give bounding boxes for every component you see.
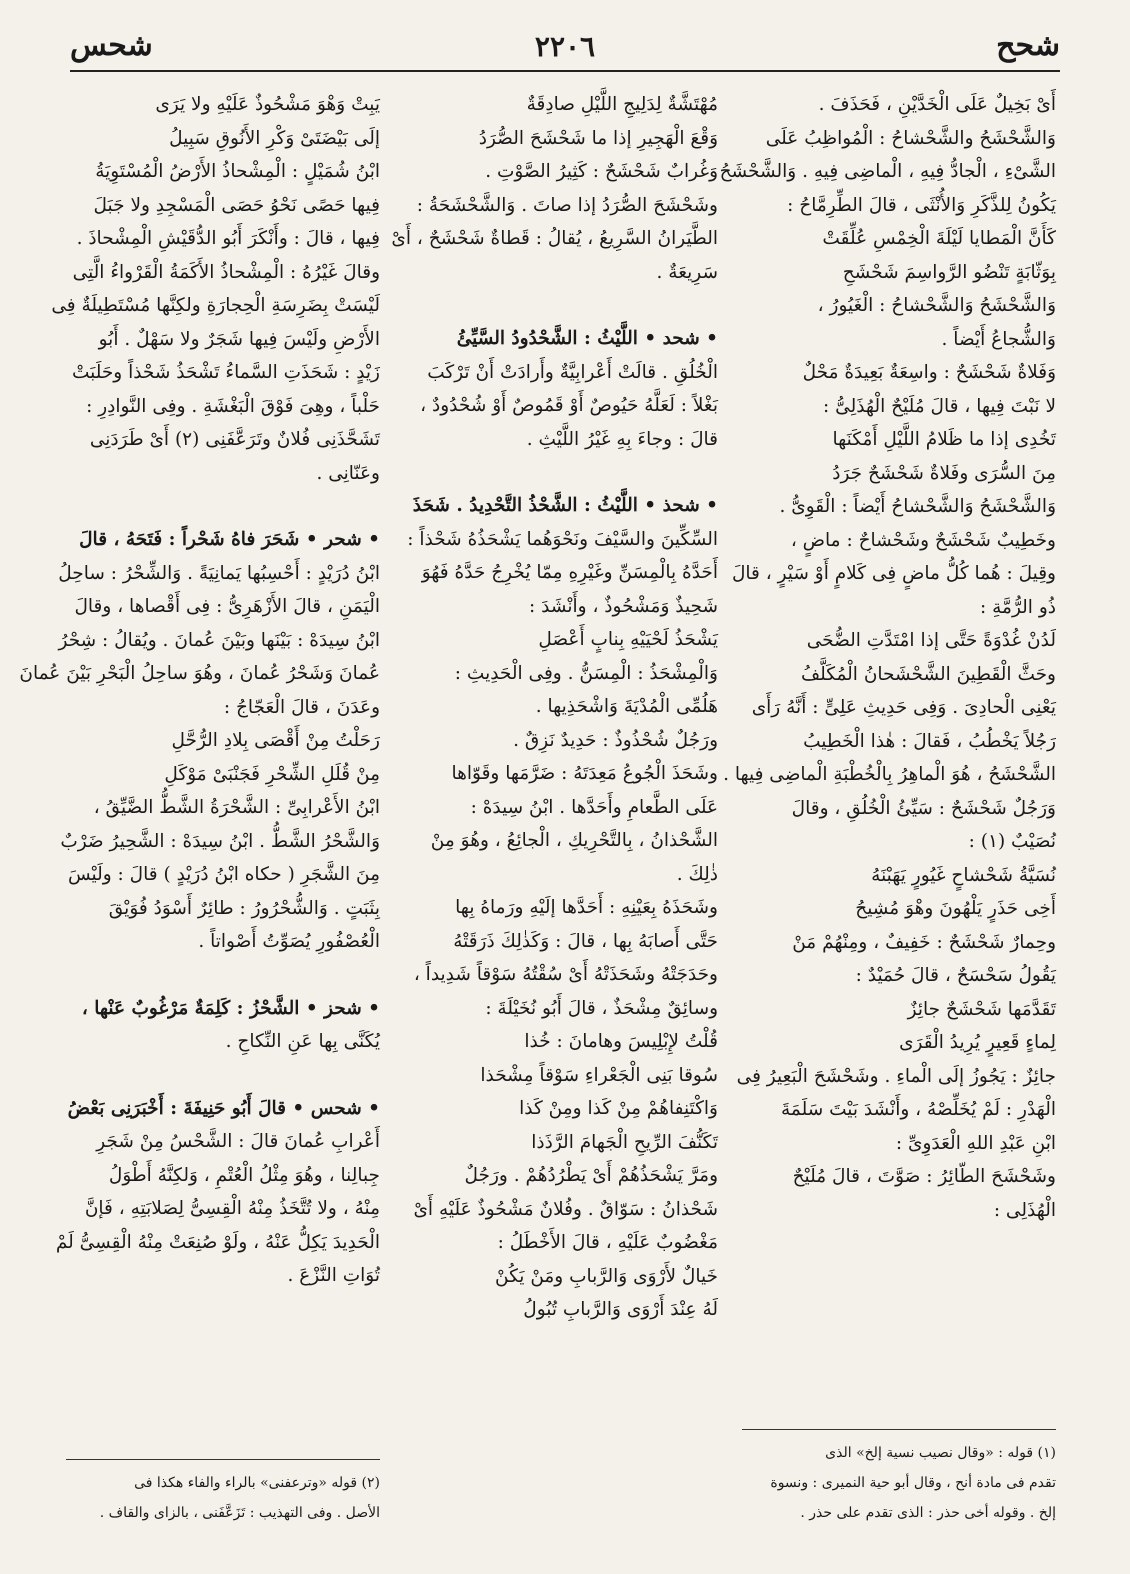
text-line: ومَرَّ يَشْحَذُهُمْ أَىْ يَطْرُدُهُمْ . ورَجُلٌ	[464, 1165, 718, 1186]
text-line: الأَرْضِ ولَيْسَ فِيها شَجَرٌ ولا سَهْلٌ . أَبُو	[98, 328, 380, 350]
text-line: رَحَلْتُ مِنْ أَقْصَى بِلادِ الرُّحَّلِ	[171, 730, 380, 751]
text-line: وقِيلَ : هُما كُلُّ ماضٍ فِى كَلامٍ أَوْ سَيْرٍ ، قالَ	[731, 563, 1056, 584]
footnote-line: الأصل . وفى التهذيب : تَزَعَّفَنى ، بالزاى والقاف .	[99, 1505, 380, 1521]
text-line: يَكُونُ لِلذَّكَرِ وَالأُنْثَى ، قالَ الطِّرِمَّاحُ :	[787, 194, 1056, 216]
text-line: ابْنُ دُرَيْدٍ : أَحْسِبُها يَمانِيَةً . وَالشِّحْرُ : ساحِلُ	[58, 562, 380, 584]
text-line: ورَجُلٌ شُحْذُوذٌ : حَدِيدٌ نَزِقٌ .	[513, 729, 718, 751]
text-columns	[19, 88, 1060, 1528]
text-line: خَيالٌ لأَرْوَى وَالرَّبابِ ومَنْ يَكُنْ	[494, 1265, 718, 1287]
text-line: السِّكِّينَ والسَّيْفَ ونَحْوَهُما يَشْحَذُهُ شَحْذاً :	[407, 528, 718, 550]
text-line: أَعْرابِ عُمانَ قالَ : الشَّحْسُ مِنْ شَجَرِ	[96, 1131, 380, 1152]
text-line: عَلَى الطَّعامِ وأَحَدَّها . ابْنُ سِيدَهْ :	[470, 796, 718, 818]
text-line: ذُو الرُّمَّةِ :	[980, 596, 1056, 618]
footnote-line: (١) قوله : «وقال نصيب نسية إلخ» الذى	[825, 1445, 1056, 1461]
text-line: سَرِيعَةٌ .	[656, 261, 718, 283]
text-line: نُصَيْبٌ (١) :	[968, 831, 1056, 852]
footnotes	[742, 1429, 1056, 1528]
text-line: وحَثَّ الْقَطِينَ الشَّحْشَحانُ الْمُكَلَّفُ	[800, 663, 1056, 685]
text-line: جائِزٌ : يَجُوزُ إلَى الْماءِ . وشَحْشَحَ الْبَعِيرُ فِى	[736, 1065, 1056, 1087]
text-line: • شحذ • اللَّيْثُ : الشَّحْذُ التَّحْدِيدُ . شَحَذَ	[412, 495, 718, 516]
text-line: لا نَبْتَ فِيها ، قالَ مُلَيْحٌ الْهُذَلِىُّ :	[823, 395, 1056, 417]
text-line: نُسَيَّةُ شَحْشاحٍ غَيُورٍ يَهَبْنَهُ	[871, 864, 1056, 886]
text-line: أَخِى حَذَرٍ يَلْهُونَ وهْوَ مُشِيحُ	[855, 898, 1056, 919]
text-line: مِنْهُ ، ولا تُتَّخَذُ مِنْهُ الْقِسِىُّ لِصَلابَتِهِ ، فَإنَّ	[84, 1198, 380, 1219]
text-line: لِماءٍ قَعِيرٍ يُرِيدُ الْقَرَى	[899, 1032, 1056, 1053]
footnote-line: تقدم فى مادة أنح ، وقال أبو حية النميرى : ونسوة	[770, 1475, 1056, 1491]
page-header	[70, 22, 1060, 72]
text-line: وَاكْتَنِفاهُمْ مِنْ كَذا ومِنْ كَذا	[519, 1098, 718, 1119]
text-line: تَشَحَّذَنِى فُلانٌ وتَرَعَّفَنِى (٢) أَىْ طَرَدَنِى	[89, 429, 380, 450]
text-line: إلَى بَيْضَتَىْ وَكْرِ الأَنُوقِ سَبِيلُ	[169, 127, 380, 149]
text-line: وشَحَذَ الْجُوعُ مَعِدَتَهُ : ضَرَّمَها وقَوّاها	[451, 763, 718, 784]
text-line: تَكَنُّفَ الرِّيحِ الْجَهامَ الرَّذَذا	[531, 1131, 718, 1153]
text-line: وقالَ غَيْرُهُ : الْمِشْحاذُ الأَكَمَةُ الْقَرْواءُ الَّتِى	[72, 261, 380, 283]
text-line: هَلُمِّى الْمُدْيَةَ وَاشْحَذِيها .	[535, 696, 718, 717]
text-line: وَالشَّحْشَحُ وَالشَّحْشاحُ أَيْضاً : الْقَوِىُّ .	[779, 496, 1056, 517]
text-line: وَالشَّحْشَحُ والشَّحْشاحُ : الْمُواظِبُ عَلَى	[765, 127, 1056, 149]
text-line: وعَدَنَ ، قالَ الْعَجّاجُ :	[223, 696, 380, 718]
text-line: وخَطِيبٌ شَحْشَحٌ وشَحْشاحٌ : ماضٍ ،	[790, 529, 1056, 551]
text-line: فِيها حَصًى نَحْوُ حَصَى الْمَسْجِدِ ولا جَبَلَ	[93, 194, 380, 216]
text-line: تَقَدَّمَها شَحْشَحٌ جائِزٌ	[907, 998, 1056, 1020]
header-root-word-start: شحح	[996, 28, 1060, 63]
text-line: • شحد • اللَّيْثُ : الشَّحْدُودُ السَّيِّئُ	[456, 328, 718, 349]
text-line: سُوقا بَنِى الْجَعْراءِ سَوْقاً مِشْحَذا	[480, 1064, 718, 1086]
text-line: مِنْ قُلَلِ الشِّحْرِ فَجَنْبَىْ مَوْكَلِ	[164, 763, 380, 785]
text-line: الْعُصْفُورِ يُصَوِّتُ أَصْواتاً .	[198, 931, 380, 952]
text-line: وشَحْشَحَ الطّائِرُ : صَوَّتَ ، قالَ مُلَيْحٌ	[792, 1166, 1056, 1187]
footnote-line: (٢) قوله «وترعفنى» بالراء والفاء هكذا فى	[134, 1475, 380, 1491]
text-line: وَفَلاةٌ شَحْشَحٌ : واسِعَةٌ بَعِيدَةٌ مَحْلٌ	[802, 362, 1056, 383]
text-line: الشَّحْذانُ ، بِالتَّحْرِيكِ ، الْجائِعُ ، وهُوَ مِنْ	[430, 830, 718, 851]
text-line: رَجُلاً يَخْطُبُ ، فَقالَ : هٰذا الْخَطِيبُ	[803, 730, 1056, 752]
text-line: مَغْضُوبٌ عَلَيْهِ ، قالَ الأَخْطَلُ :	[497, 1232, 718, 1253]
text-line: بَغْلاً : لَعَلَّهُ حَيُوصٌ أَوْ قَمُوصٌ أَوْ شُحْدُودٌ ،	[420, 395, 718, 416]
text-line: ابْنُ سِيدَهْ : بَيْنَها وبَيْنَ عُمانَ . ويُقالُ : شِحْرُ	[58, 629, 380, 651]
text-line: ابْنُ شُمَيْلٍ : الْمِشْحاذُ الأَرْضُ الْمُسْتَوِيَةُ	[95, 161, 380, 182]
text-line: الْحَدِيدَ يَكِلُّ عَنْهُ ، ولَوْ صُنِعَتْ مِنْهُ الْقِسِىُّ لَمْ	[55, 1231, 380, 1253]
text-line: يَشْحَذُ لَحْيَيْهِ بِنابٍ أَعْصَلِ	[538, 629, 718, 650]
entry-gap	[66, 490, 380, 523]
text-line: وَالشَّحْرُ الشَّطُّ . ابْنُ سِيدَهْ : الشَّحِيرُ ضَرْبٌ	[60, 830, 380, 852]
text-line: وعَنّانِى .	[316, 462, 380, 484]
footnotes	[66, 1459, 380, 1528]
text-line: وَالْمِشْحَذُ : الْمِسَنُّ . وفِى الْحَدِيثِ :	[454, 662, 718, 684]
text-line: كَأَنَّ الْمَطايا لَيْلَةَ الْخِمْسِ عُلِّقَتْ	[822, 228, 1056, 249]
text-line: فِيها ، قالَ : وأَنْكَرَ أَبُو الدُّقَيْشِ الْمِشْحاذَ .	[76, 228, 380, 249]
entry-gap	[404, 289, 718, 322]
text-line: بِوَثّابَةٍ تَنْضُو الرَّواسِمَ شَحْشَحِ	[842, 261, 1056, 283]
text-line: بِثَبَتٍ . وَالشُّحْرُورُ : طائِرٌ أَسْوَدُ فُوَيْقَ	[108, 897, 380, 919]
text-line: مِنَ السُّرَى وفَلاةٌ شَحْشَحٌ جَرَدُ	[832, 462, 1056, 484]
text-line: تُوَاتِ النَّزْعَ .	[287, 1265, 380, 1286]
text-line: • شحر • شَحَرَ فاهُ شَحْراً : فَتَحَهُ ، قالَ	[79, 529, 380, 550]
text-line: لَيْسَتْ بِضَرِسَةِ الْحِجارَةِ ولكِنَّها مُسْتَطِيلَةٌ فِى	[51, 295, 380, 316]
text-line: الْهَدْرِ : لَمْ يُخَلِّصْهُ ، وأَنْشَدَ بَيْتَ سَلَمَةَ	[780, 1099, 1056, 1120]
text-line: ذٰلِكَ .	[676, 863, 718, 885]
text-line: ابْنِ عَبْدِ اللهِ الْعَدَوِىِّ :	[895, 1132, 1056, 1154]
text-line: جِبالِنا ، وهُوَ مِثْلُ الْعُتْمِ ، وَلكِنَّهُ أَطْوَلُ	[108, 1164, 380, 1186]
text-line: قالَ : وجاءَ بِهِ غَيْرُ اللَّيْثِ .	[526, 428, 718, 450]
text-line: شَحْذانُ : سَوّاقٌ . وفُلانٌ مَشْحُوذٌ عَلَيْهِ أَىْ	[413, 1198, 718, 1220]
text-line: يَقُولُ سَحْسَحٌ ، قالَ حُمَيْدٌ :	[855, 965, 1056, 986]
text-line: الطَّيَرانُ السَّرِيعُ ، يُقالُ : قَطاةٌ شَحْشَحٌ ، أَىْ	[391, 228, 718, 249]
text-line: الْهُذَلِى :	[993, 1199, 1056, 1221]
entry-gap	[66, 959, 380, 992]
text-line: وَالشَّحْشَحُ وَالشَّحْشاحُ : الْغَيُورُ ،	[817, 295, 1056, 316]
header-root-word-end: شحس	[70, 28, 153, 63]
text-line: • شحز • الشَّحْزُ : كَلِمَةٌ مَرْغُوبٌ عَنْها ،	[81, 997, 380, 1019]
footnote-line: إلخ . وقوله أخى حذر : الذى تقدم على حذر .	[800, 1505, 1056, 1521]
text-line: أَىْ بَخِيلٌ عَلَى الْخَدَّيْنِ ، فَحَذَفَ .	[818, 94, 1056, 115]
text-line: وشَحَذَهُ بِعَيْنِهِ : أَحَدَّها إلَيْهِ ورَماهُ بِها	[455, 897, 718, 918]
text-line: الشَّىْءِ ، الْجادُّ فِيهِ ، الْماضِى فِيهِ . وَالشَّحْشَحُ	[719, 161, 1056, 182]
text-line: لَدُنْ غُدْوَةً حَتَّى إذا امْتَدَّتِ الضُّحَى	[806, 630, 1056, 651]
entry-gap	[404, 456, 718, 489]
column-middle	[391, 88, 722, 1528]
text-line: وحَدَجَتْهُ وشَحَذَتْهُ أَىْ سُقْتُهُ سَوْقاً شَدِيداً ،	[413, 964, 718, 985]
text-line: يَعْنِى الْحادِىَ . وَفِى حَدِيثِ عَلِىٍّ : أَنَّهُ رَأَى	[751, 697, 1056, 718]
text-line: لَهُ عِنْدَ أَرْوَى وَالرَّبابِ تُبُولُ	[523, 1299, 718, 1320]
text-line: الشَّحْشَحُ ، هُوَ الْماهِرُ بِالْخُطْبَةِ الْماضِى فِيها .	[723, 764, 1056, 785]
text-line: مُهْتَشَّةٌ لِدَلِيجِ اللَّيْلِ صادِقَةٌ	[526, 94, 718, 115]
text-line: وَرَجُلٌ شَحْشَحٌ : سَيِّئُ الْخُلُقِ ، وقالَ	[791, 797, 1056, 819]
text-line: وحِمارٌ شَحْشَحٌ : خَفِيفٌ ، ومِنْهُمْ مَنْ	[792, 931, 1056, 953]
text-line: الْيَمَنِ ، قالَ الأَزْهَرِىُّ : فِى أَقْصاها ، وقالَ	[74, 596, 380, 617]
text-line: تَخُدِى إذا ما ظَلامُ اللَّيْلِ أَمْكَنَها	[832, 429, 1056, 450]
text-line: حَلْباً ، وهِىَ فَوْقَ الْبَغْشَةِ . وفِى النَّوادِرِ :	[86, 395, 380, 417]
text-line: الْخُلُقِ . قالَتْ أَعْرابِيَّةٌ وأَرادَتْ أَنْ تَرْكَبَ	[427, 361, 718, 383]
text-line: حَتَّى أَصابَهُ بِها ، قالَ : وَكَذٰلِكَ ذَرَقَتْهُ	[453, 930, 718, 952]
text-line: وسائِقٌ مِشْحَذٌ ، قالَ أَبُو نُخَيْلَةَ :	[485, 997, 718, 1019]
text-line: عُمانَ وَشَحْرُ عُمانَ ، وهُوَ ساحِلُ الْبَحْرِ بَيْنَ عُمانَ	[19, 663, 380, 684]
text-line: ابْنُ الأَعْرابِىِّ : الشَّحْرَةُ الشَّطُّ الضَّيِّقُ ،	[93, 797, 380, 818]
text-line: زَيْدٍ : شَحَذَتِ السَّماءُ تَشْحَذُ شَحْذاً وحَلَبَتْ	[71, 362, 380, 383]
text-line: وَغُرابٌ شَحْشَحٌ : كَثِيرُ الصَّوْتِ .	[485, 161, 718, 182]
text-line: يَبِتْ وَهْوَ مَشْحُوذٌ عَلَيْهِ ولا يَرَى	[155, 94, 380, 115]
text-line: وَالشُّجاعُ أَيْضاً .	[941, 328, 1056, 350]
text-line: قُلْتُ لإِبْلِيسَ وهامانَ : خُذا	[524, 1031, 718, 1052]
text-line: وَقْعَ الْهَجِيرِ إذا ما شَحْشَحَ الصُّرَدُ	[478, 127, 718, 149]
column-left	[19, 88, 384, 1528]
page-number: ٢٢٠٦	[534, 30, 596, 63]
text-line: شَحِيذٌ وَمَشْحُوذٌ ، وأَنْشَدَ :	[529, 595, 718, 617]
text-line: يُكَنَّى بِها عَنِ النِّكاحِ .	[225, 1031, 380, 1052]
text-line: أَحَدَّهُ بِالْمِسَنِّ وغَيْرِهِ مِمّا يُخْرِجُ حَدَّهُ فَهُوَ	[421, 562, 718, 583]
text-line: مِنَ الشَّجَرِ ( حكاه ابْنُ دُرَيْدٍ ) قالَ : ولَيْسَ	[67, 864, 380, 885]
text-line: • شحس • قالَ أَبُو حَنِيفَةَ : أَخْبَرَنِى بَعْضُ	[67, 1097, 380, 1119]
text-line: وشَحْشَحَ الصُّرَدُ إذا صاتَ . وَالشَّحْشَحَةُ :	[416, 194, 718, 216]
column-right	[719, 88, 1060, 1528]
entry-gap	[66, 1059, 380, 1092]
